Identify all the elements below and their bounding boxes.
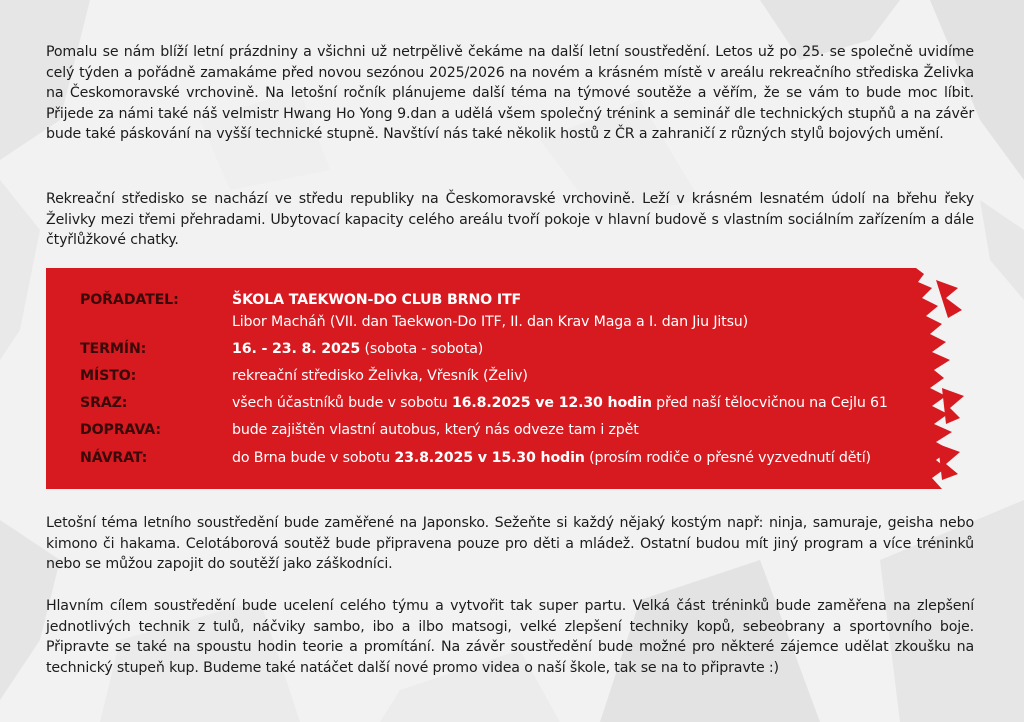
- term-label: TERMÍN:: [80, 341, 147, 357]
- meet-pre: všech účastníků bude v sobotu: [232, 395, 452, 411]
- place-value: rekreační středisko Želivka, Vřesník (Želiv): [232, 368, 528, 384]
- meet-time: 16.8.2025 ve 12.30 hodin: [451, 395, 652, 411]
- info-banner: [46, 268, 964, 489]
- goal-paragraph: Hlavním cílem soustředění bude ucelení celého týmu a vytvořit tak super partu. Velká část tréninků bude zaměřena na zlepšení jednotlivých technik z tulů, náčviky sambo, ibo a ilbo matsogi, velké zlepšení techniky kopů, sebeobrany a sportovního boje. Připravte se také na spoustu hodin teorie a promítání. Na závěr soustředění bude možné pro některé zájemce udělat zkoušku na technický stupeň kup. Budeme také natáčet další nové promo videa o naší škole, tak se na to připravte :): [46, 598, 974, 676]
- meet-value: [232, 393, 888, 413]
- theme-paragraph: Letošní téma letního soustředění bude zaměřené na Japonsko. Sežeňte si každý nějaký kostým např: ninja, samuraje, geisha nebo kimono či hakama. Celotáborová soutěž bude připravena pouze pro děti a mládež. Ostatní budou mít jiný program a více tréninků nebo se můžou zapojit do soutěží jako záškodníci.: [46, 515, 974, 572]
- term-value: [232, 339, 483, 359]
- organizer-label: POŘADATEL:: [80, 292, 179, 308]
- intro-paragraph: Pomalu se nám blíží letní prázdniny a všichni už netrpělivě čekáme na další letní soustředění. Letos už po 25. se společně uvidíme celý týden a pořádně zamakáme před novou sezónou 2025/2026 na novém a krásném místě v areálu rekreačního střediska Želivka na Českomoravské vrchovině. Na letošní ročník plánujeme další téma na týmové soutěže a věřím, že se vám to bude moc líbit. Přijede za námi také náš velmistr Hwang Ho Yong 9.dan a udělá všem společný trénink a seminář dle technických stupňů a na závěr bude také páskování na vyšší technické stupně. Navštíví nás také několik hostů z ČR a zahraničí z různých stylů bojových umění.: [46, 44, 974, 142]
- term-days: (sobota - sobota): [360, 341, 484, 357]
- transport-label: DOPRAVA:: [80, 422, 161, 438]
- return-value: [232, 448, 871, 468]
- return-pre: do Brna bude v sobotu: [232, 450, 395, 466]
- organizer-name: ŠKOLA TAEKWON-DO CLUB BRNO ITF: [232, 292, 522, 308]
- organizer-person: Libor Macháň (VII. dan Taekwon-Do ITF, II. dan Krav Maga a I. dan Jiu Jitsu): [232, 314, 749, 330]
- meet-label: SRAZ:: [80, 395, 128, 411]
- location-paragraph: Rekreační středisko se nachází ve středu republiky na Českomoravské vrchovině. Leží v krásném lesnatém údolí na břehu řeky Želivky mezi třemi přehradami. Ubytovací kapacity celého areálu tvoří pokoje v hlavní budově s vlastním sociálním zařízením a dále čtyřlůžkové chatky.: [46, 191, 974, 248]
- transport-value: bude zajištěn vlastní autobus, který nás odveze tam i zpět: [232, 422, 639, 438]
- place-label: MÍSTO:: [80, 368, 137, 384]
- return-time: 23.8.2025 v 15.30 hodin: [394, 450, 585, 466]
- meet-post: před naší tělocvičnou na Cejlu 61: [651, 395, 888, 411]
- return-label: NÁVRAT:: [80, 450, 148, 466]
- return-post: (prosím rodiče o přesné vyzvednutí dětí): [584, 450, 871, 466]
- term-dates: 16. - 23. 8. 2025: [232, 341, 361, 357]
